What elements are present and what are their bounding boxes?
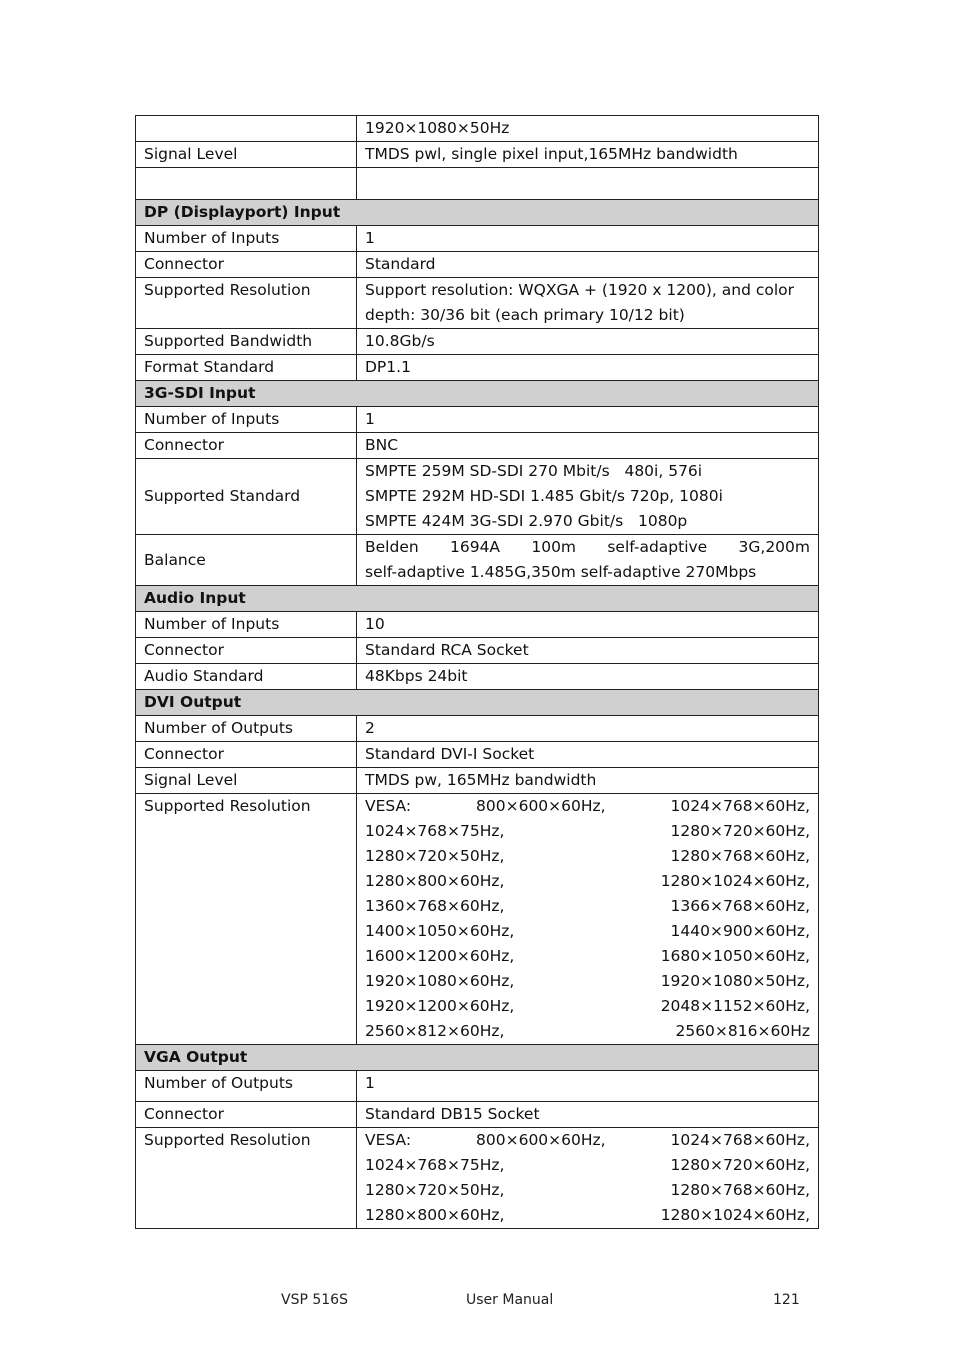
value-line — [365, 944, 810, 969]
row-value — [357, 278, 819, 329]
footer-model: VSP 516S — [281, 1292, 348, 1308]
resolution-entry: 1920×1080×60Hz, — [365, 972, 515, 990]
value-line — [365, 509, 810, 534]
table-row — [136, 742, 819, 768]
resolution-entry: 1024×768×75Hz, — [365, 1156, 505, 1174]
empty-row — [136, 168, 819, 200]
row-label: Supported Bandwidth — [136, 329, 357, 355]
value-line — [365, 919, 810, 944]
row-label: Connector — [136, 1102, 357, 1128]
row-value: 10.8Gb/s — [357, 329, 819, 355]
table-row — [136, 768, 819, 794]
resolution-entry: 1680×1050×60Hz, — [660, 947, 810, 965]
value-line — [365, 794, 810, 819]
row-value: TMDS pwl, single pixel input,165MHz bandwidth — [357, 142, 819, 168]
row-label: Number of Inputs — [136, 407, 357, 433]
row-value — [357, 535, 819, 586]
row-label: Connector — [136, 742, 357, 768]
resolution-entry: 1280×720×60Hz, — [670, 1156, 810, 1174]
section-header-audio — [136, 586, 819, 612]
row-value: 1920×1080×50Hz — [357, 116, 819, 142]
resolution-entry: 1280×768×60Hz, — [670, 847, 810, 865]
section-header-sdi — [136, 381, 819, 407]
row-label: Supported Resolution — [136, 278, 357, 329]
table-row — [136, 252, 819, 278]
section-title: 3G-SDI Input — [136, 381, 819, 407]
resolution-entry: 1600×1200×60Hz, — [365, 947, 515, 965]
value-line — [365, 535, 810, 560]
resolution-entry: 2560×812×60Hz, — [365, 1022, 505, 1040]
row-label: Number of Inputs — [136, 226, 357, 252]
value-line: Support resolution: WQXGA + (1920 x 1200), and color — [365, 281, 795, 299]
row-label: Supported Resolution — [136, 1128, 357, 1229]
resolution-entry: 1366×768×60Hz, — [670, 897, 810, 915]
value-line — [365, 869, 810, 894]
row-value: Standard DVI-I Socket — [357, 742, 819, 768]
row-value: 2 — [357, 716, 819, 742]
resolution-entry: 1440×900×60Hz, — [670, 922, 810, 940]
resolution-entry: VESA: — [365, 1131, 412, 1149]
resolution-entry: 800×600×60Hz, — [476, 1131, 606, 1149]
resolution-entry: 800×600×60Hz, — [476, 797, 606, 815]
table-row — [136, 407, 819, 433]
row-value: DP1.1 — [357, 355, 819, 381]
empty-cell — [136, 168, 357, 200]
row-value — [357, 459, 819, 535]
table-row — [136, 1102, 819, 1128]
table-row — [136, 278, 819, 329]
resolution-entry: 1280×720×60Hz, — [670, 822, 810, 840]
row-label: Number of Inputs — [136, 612, 357, 638]
value-line: depth: 30/36 bit (each primary 10/12 bit) — [365, 306, 685, 324]
row-label: Supported Standard — [136, 459, 357, 535]
resolution-entry: 1280×720×50Hz, — [365, 847, 505, 865]
section-title: DVI Output — [136, 690, 819, 716]
resolution-entry: 1024×768×75Hz, — [365, 822, 505, 840]
row-label: Connector — [136, 638, 357, 664]
resolution-entry: 1400×1050×60Hz, — [365, 922, 515, 940]
resolution-entry: 1280×1024×60Hz, — [660, 872, 810, 890]
value-line — [365, 459, 810, 484]
row-value: 10 — [357, 612, 819, 638]
row-value: Standard DB15 Socket — [357, 1102, 819, 1128]
value-text: SMPTE 259M SD-SDI 270 Mbit/s 480i, 576i — [365, 462, 703, 480]
resolution-entry: 2560×816×60Hz — [675, 1022, 810, 1040]
value-line — [365, 894, 810, 919]
table-row — [136, 459, 819, 535]
row-label — [136, 116, 357, 142]
value-line: SMPTE 292M HD-SDI 1.485 Gbit/s 720p, 1080i — [365, 487, 723, 505]
section-title: DP (Displayport) Input — [136, 200, 819, 226]
section-title: Audio Input — [136, 586, 819, 612]
row-value: 48Kbps 24bit — [357, 664, 819, 690]
table-row — [136, 142, 819, 168]
value-word: self-adaptive — [607, 538, 708, 556]
value-line — [365, 1153, 810, 1178]
resolution-entry: 2048×1152×60Hz, — [660, 997, 810, 1015]
row-value: 1 — [357, 1071, 819, 1102]
row-value: Standard — [357, 252, 819, 278]
row-value: 1 — [357, 226, 819, 252]
row-label: Audio Standard — [136, 664, 357, 690]
row-label: Number of Outputs — [136, 716, 357, 742]
row-label: Signal Level — [136, 768, 357, 794]
value-line — [365, 1178, 810, 1203]
resolution-entry: 1280×1024×60Hz, — [660, 1206, 810, 1224]
row-value: 1 — [357, 407, 819, 433]
section-title: VGA Output — [136, 1045, 819, 1071]
footer-page-number: 121 — [773, 1292, 800, 1308]
table-row — [136, 535, 819, 586]
section-header-dvi — [136, 690, 819, 716]
section-header-dp — [136, 200, 819, 226]
resolution-entry: 1280×720×50Hz, — [365, 1181, 505, 1199]
value-line: self-adaptive 1.485G,350m self-adaptive 270Mbps — [365, 563, 757, 581]
value-word: 1694A — [449, 538, 501, 556]
resolution-entry: 1280×768×60Hz, — [670, 1181, 810, 1199]
table-row — [136, 1128, 819, 1229]
value-line — [365, 994, 810, 1019]
row-label: Number of Outputs — [136, 1071, 357, 1102]
row-value: Standard RCA Socket — [357, 638, 819, 664]
table-row — [136, 1071, 819, 1102]
value-line — [365, 969, 810, 994]
value-word: Belden — [365, 538, 419, 556]
value-text: SMPTE 424M 3G-SDI 2.970 Gbit/s 1080p — [365, 512, 688, 530]
resolution-entry: VESA: — [365, 797, 412, 815]
resolution-entry: 1920×1200×60Hz, — [365, 997, 515, 1015]
row-value: TMDS pw, 165MHz bandwidth — [357, 768, 819, 794]
table-row — [136, 716, 819, 742]
resolution-entry: 1024×768×60Hz, — [670, 797, 810, 815]
table-row — [136, 226, 819, 252]
row-label: Format Standard — [136, 355, 357, 381]
row-label: Signal Level — [136, 142, 357, 168]
row-label: Balance — [136, 535, 357, 586]
row-value — [357, 794, 819, 1045]
resolution-entry: 1280×800×60Hz, — [365, 872, 505, 890]
row-value: BNC — [357, 433, 819, 459]
row-value — [357, 1128, 819, 1229]
row-label: Connector — [136, 433, 357, 459]
empty-cell — [357, 168, 819, 200]
table-row — [136, 794, 819, 1045]
value-line — [365, 1128, 810, 1153]
table-row — [136, 329, 819, 355]
table-row — [136, 664, 819, 690]
row-label: Supported Resolution — [136, 794, 357, 1045]
table-row — [136, 355, 819, 381]
footer-doc-title: User Manual — [466, 1292, 554, 1308]
table-row — [136, 433, 819, 459]
value-line — [365, 1019, 810, 1044]
row-label: Connector — [136, 252, 357, 278]
resolution-entry: 1280×800×60Hz, — [365, 1206, 505, 1224]
resolution-entry: 1024×768×60Hz, — [670, 1131, 810, 1149]
value-line — [365, 844, 810, 869]
resolution-entry: 1360×768×60Hz, — [365, 897, 505, 915]
spec-table — [135, 115, 819, 1229]
resolution-entry: 1920×1080×50Hz, — [660, 972, 810, 990]
value-word: 3G,200m — [738, 538, 810, 556]
value-line — [365, 1203, 810, 1228]
value-word: 100m — [531, 538, 577, 556]
section-header-vga — [136, 1045, 819, 1071]
table-row — [136, 638, 819, 664]
value-line — [365, 819, 810, 844]
table-row — [136, 116, 819, 142]
table-row — [136, 612, 819, 638]
